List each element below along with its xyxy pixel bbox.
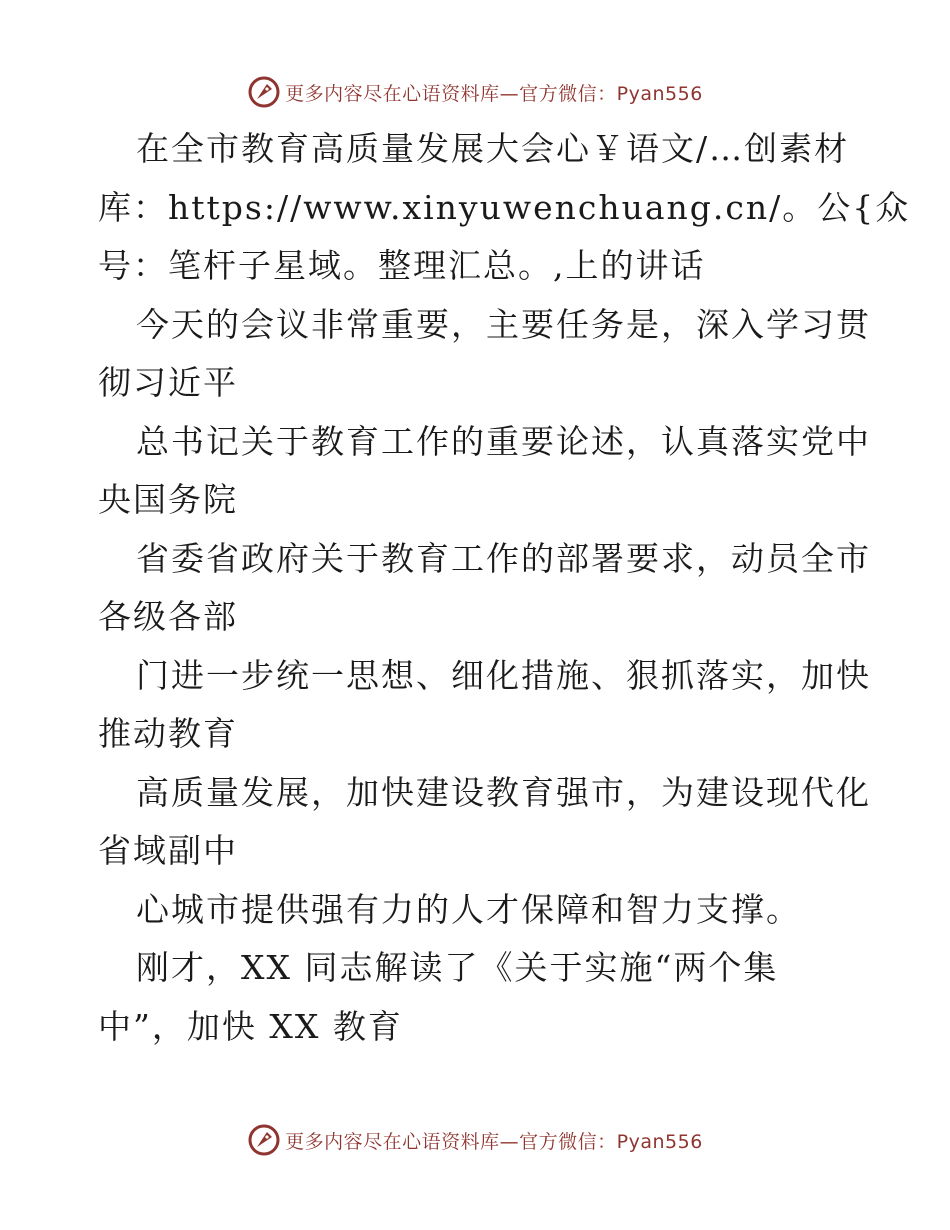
pen-nib-logo-icon bbox=[247, 75, 281, 109]
text-line: 省域副中 bbox=[98, 831, 238, 870]
text-line: 央国务院 bbox=[98, 480, 238, 519]
text-line: 省委省政府关于教育工作的部署要求，动员全市 bbox=[136, 538, 871, 578]
text-line: 高质量发展，加快建设教育强市，为建设现代化 bbox=[136, 772, 871, 812]
text-line: 总书记关于教育工作的重要论述，认真落实党中 bbox=[136, 421, 871, 461]
watermark-text: 更多内容尽在心语资料库—官方微信：Pyan556 bbox=[285, 82, 703, 105]
text-line: 心城市提供强有力的人才保障和智力支撑。 bbox=[136, 889, 801, 929]
text-line: 中”，加快 XX 教育 bbox=[98, 1006, 403, 1046]
text-line: 库：https://www.xinyuwenchuang.cn/。公{众 bbox=[98, 187, 911, 227]
pen-nib-logo-icon bbox=[247, 1123, 281, 1157]
text-line: 在全市教育高质量发展大会心￥语文/…创素材 bbox=[136, 129, 850, 168]
header-watermark bbox=[0, 72, 950, 112]
text-line: 刚才，XX 同志解读了《关于实施“两个集 bbox=[136, 948, 779, 987]
text-line: 推动教育 bbox=[98, 714, 238, 753]
text-line: 彻习近平 bbox=[98, 363, 238, 402]
watermark-text: 更多内容尽在心语资料库—官方微信：Pyan556 bbox=[285, 1130, 703, 1153]
text-line: 各级各部 bbox=[98, 597, 238, 636]
text-line: 号：笔杆子星域。整理汇总。,上的讲话 bbox=[98, 246, 706, 285]
text-line: 今天的会议非常重要，主要任务是，深入学习贯 bbox=[136, 304, 871, 344]
document-body bbox=[98, 120, 911, 1056]
text-line: 门进一步统一思想、细化措施、狠抓落实，加快 bbox=[136, 655, 871, 695]
footer-watermark bbox=[0, 1120, 950, 1160]
